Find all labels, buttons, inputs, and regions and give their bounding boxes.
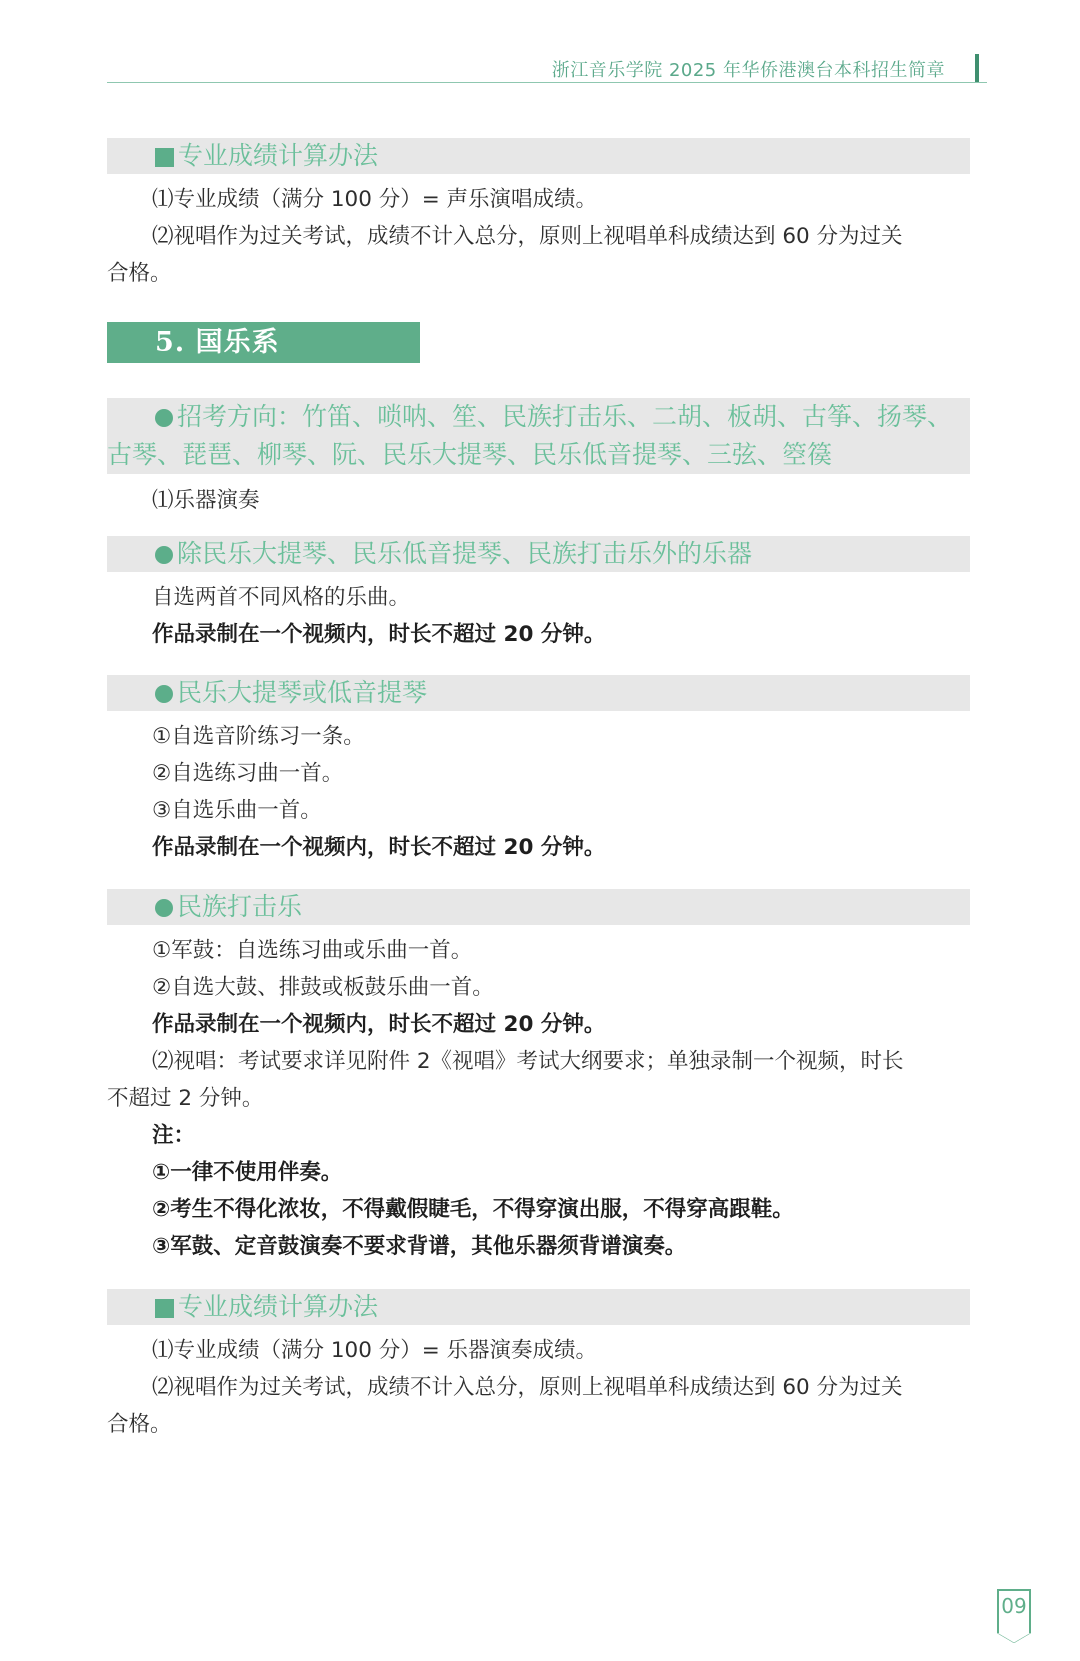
section-band-group1: [107, 536, 970, 572]
instrument-item: ⑴乐器演奏: [152, 488, 260, 513]
section-band-score: [107, 1289, 970, 1325]
running-header-title: 浙江音乐学院 2025 年华侨港澳台本科招生简章: [551, 60, 945, 81]
group1-heading: 除民乐大提琴、民乐低音提琴、民族打击乐外的乐器: [177, 539, 753, 568]
circle-bullet-icon: [155, 899, 173, 917]
header-divider: [107, 82, 987, 83]
section-band-direction: [107, 398, 970, 474]
circle-bullet-icon: [155, 409, 173, 427]
section-band-group3: [107, 889, 970, 925]
group3-heading: 民族打击乐: [177, 892, 303, 921]
group3-line-1: ①军鼓：自选练习曲或乐曲一首。: [152, 938, 473, 963]
score-line-2a: ⑵视唱作为过关考试，成绩不计入总分，原则上视唱单科成绩达到 60 分为过关: [152, 1375, 903, 1400]
note-2: ②考生不得化浓妆，不得戴假睫毛，不得穿演出服，不得穿高跟鞋。: [152, 1197, 794, 1222]
score-line-prev-2a: ⑵视唱作为过关考试，成绩不计入总分，原则上视唱单科成绩达到 60 分为过关: [152, 224, 903, 249]
group3-line-2: ②自选大鼓、排鼓或板鼓乐曲一首。: [152, 975, 494, 1000]
score-heading: 专业成绩计算办法: [178, 1292, 379, 1321]
header-accent-bar: [975, 54, 979, 82]
group2-line-2: ②自选练习曲一首。: [152, 761, 344, 786]
group1-note: 作品录制在一个视频内，时长不超过 20 分钟。: [152, 622, 606, 647]
group2-heading: 民乐大提琴或低音提琴: [177, 678, 428, 707]
circle-bullet-icon: [155, 546, 173, 564]
group2-line-3: ③自选乐曲一首。: [152, 798, 322, 823]
sight-singing-line-a: ⑵视唱：考试要求详见附件 2《视唱》考试大纲要求；单独录制一个视频，时长: [152, 1049, 904, 1074]
department-title: 5. 国乐系: [107, 322, 420, 363]
score-heading-prev: 专业成绩计算办法: [178, 141, 379, 170]
page-number: 09: [997, 1589, 1031, 1633]
score-line-prev-1: ⑴专业成绩（满分 100 分）= 声乐演唱成绩。: [152, 187, 598, 212]
group2-line-1: ①自选音阶练习一条。: [152, 724, 365, 749]
direction-line-2: 古琴、琵琶、柳琴、阮、民乐大提琴、民乐低音提琴、三弦、箜篌: [107, 440, 833, 469]
note-1: ①一律不使用伴奏。: [152, 1160, 343, 1185]
direction-line-1: 招考方向：竹笛、唢呐、笙、民族打击乐、二胡、板胡、古筝、扬琴、: [177, 402, 953, 431]
group1-line-1: 自选两首不同风格的乐曲。: [152, 585, 411, 610]
group3-note: 作品录制在一个视频内，时长不超过 20 分钟。: [152, 1012, 606, 1037]
square-bullet-icon: [155, 148, 174, 167]
section-band-score-prev: [107, 138, 970, 174]
notes-title: 注：: [152, 1123, 196, 1148]
score-line-prev-2b: 合格。: [107, 261, 172, 286]
score-line-2b: 合格。: [107, 1412, 172, 1437]
square-bullet-icon: [155, 1299, 174, 1318]
score-line-1: ⑴专业成绩（满分 100 分）= 乐器演奏成绩。: [152, 1338, 598, 1363]
section-band-group2: [107, 675, 970, 711]
circle-bullet-icon: [155, 685, 173, 703]
sight-singing-line-b: 不超过 2 分钟。: [107, 1086, 264, 1111]
group2-note: 作品录制在一个视频内，时长不超过 20 分钟。: [152, 835, 606, 860]
note-3: ③军鼓、定音鼓演奏不要求背谱，其他乐器须背谱演奏。: [152, 1234, 687, 1259]
